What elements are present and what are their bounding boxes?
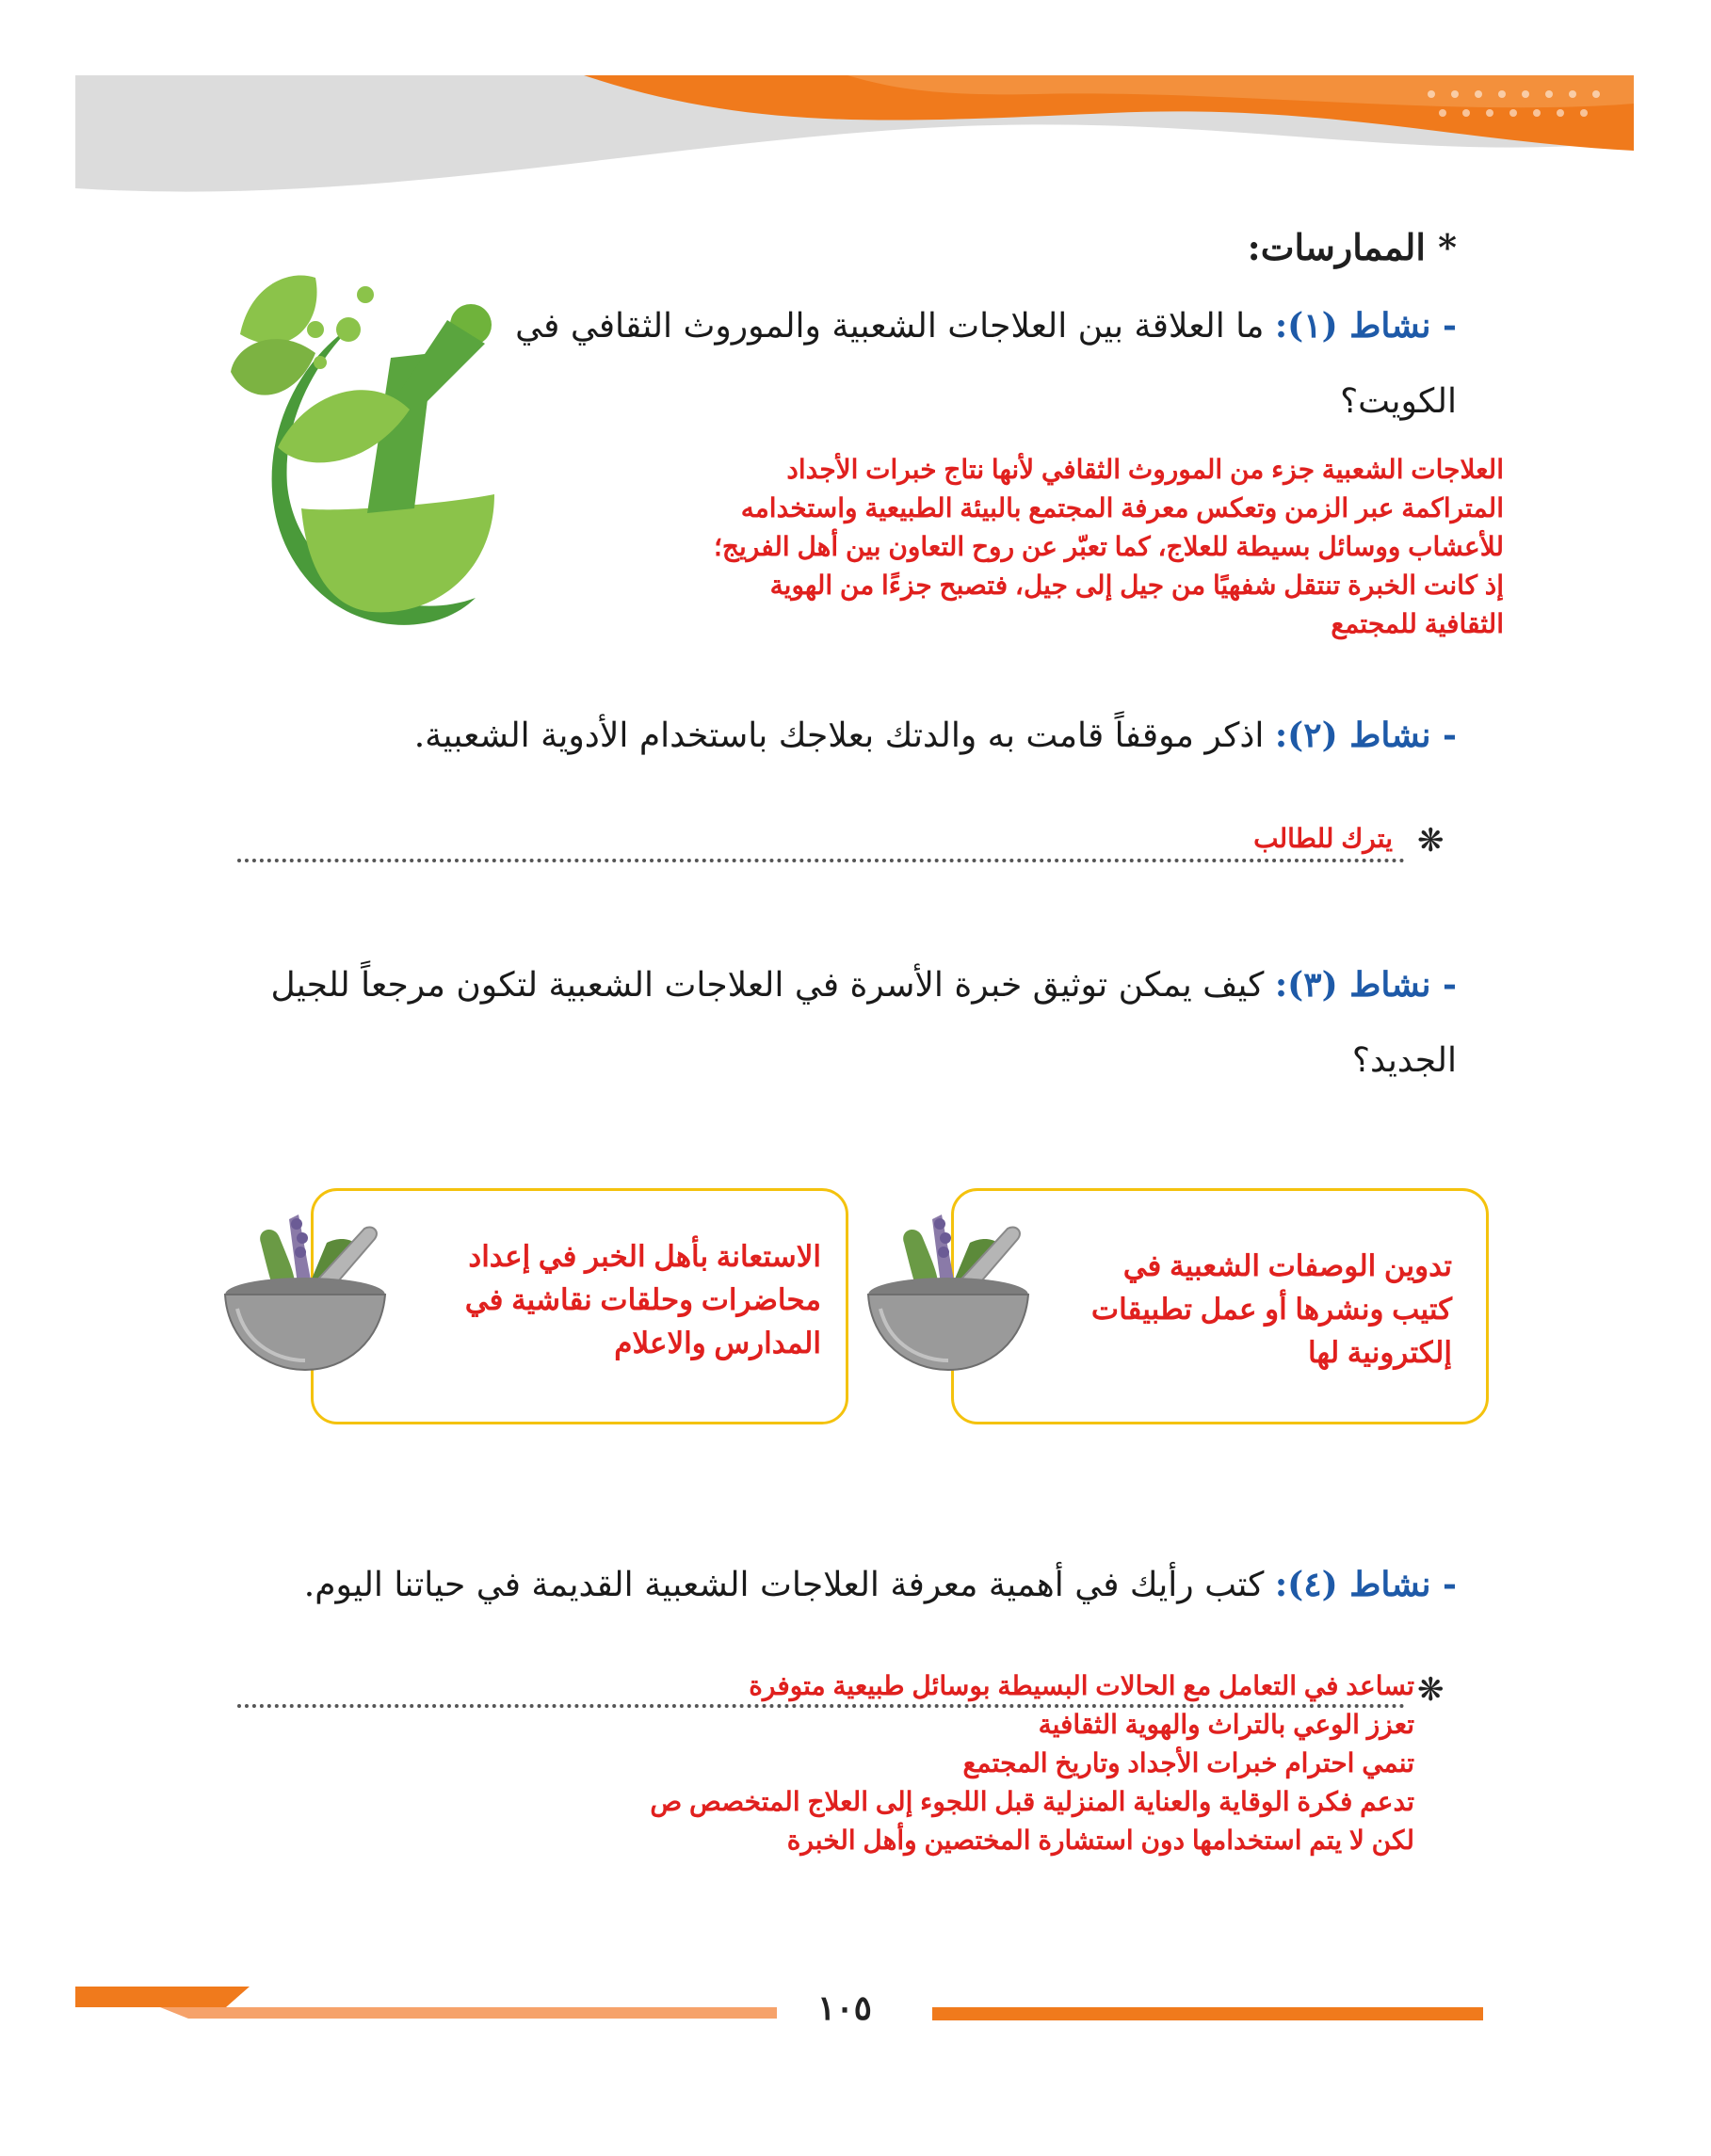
- answer-line: لكن لا يتم استخدامها دون استشارة المختصين وأهل الخبرة: [786, 1826, 1414, 1855]
- answer-line: تدعم فكرة الوقاية والعناية المنزلية قبل اللجوء إلى العلاج المتخصص ص: [650, 1787, 1414, 1816]
- activity3-card-2-text: [407, 1235, 821, 1365]
- activity4-label: - نشاط (٤):: [1274, 1565, 1457, 1604]
- activity3-question-line2: الجديد؟: [1351, 1041, 1457, 1080]
- activity2-answer: يترك للطالب: [1253, 824, 1393, 853]
- mortar-pestle-icon: [866, 1205, 1031, 1375]
- activity1-question: [233, 306, 1457, 346]
- activity2-question: [186, 716, 1457, 756]
- answer-line: تعزز الوعي بالتراث والهوية الثقافية: [1038, 1710, 1414, 1739]
- card-line: الاستعانة بأهل الخبر في إعداد: [468, 1240, 821, 1273]
- card-line: المدارس والاعلام: [614, 1327, 821, 1360]
- activity3-label: - نشاط (٣):: [1274, 965, 1457, 1005]
- page-number: ١٠٥: [817, 1988, 873, 2028]
- activity4-question-text: كتب رأيك في أهمية معرفة العلاجات الشعبية القديمة في حياتنا اليوم.: [303, 1566, 1265, 1604]
- activity4-question: [157, 1565, 1457, 1605]
- card-line: محاضرات وحلقات نقاشية في: [464, 1283, 821, 1316]
- activity2-answer-line: [237, 859, 1405, 862]
- activity2-star-icon: ❋: [1417, 822, 1445, 860]
- activity3-question: [157, 965, 1457, 1006]
- activity2-label: - نشاط (٢):: [1274, 716, 1457, 755]
- card-line: إلكترونية لها: [1307, 1336, 1452, 1369]
- answer-line: للأعشاب ووسائل بسيطة للعلاج، كما تعبّر عن روح التعاون بين أهل الفريج؛: [713, 532, 1504, 561]
- answer-line: المتراكمة عبر الزمن وتعكس معرفة المجتمع بالبيئة الطبيعية واستخدامه: [740, 493, 1504, 523]
- header-wave-decoration: [0, 0, 1711, 217]
- section-title: * الممارسات:: [1247, 226, 1457, 268]
- answer-line: تساعد في التعامل مع الحالات البسيطة بوسائل طبيعية متوفرة: [749, 1671, 1414, 1700]
- activity2-question-text: اذكر موقفاً قامت به والدتك بعلاجك باستخدام الأدوية الشعبية.: [413, 716, 1265, 755]
- activity1-question-line1: ما العلاقة بين العلاجات الشعبية والموروث الثقافي في: [515, 307, 1265, 346]
- activity1-question-line2: الكويت؟: [1340, 382, 1457, 421]
- answer-line: العلاجات الشعبية جزء من الموروث الثقافي لأنها نتاج خبرات الأجداد: [786, 455, 1504, 484]
- mortar-pestle-icon: [223, 1205, 388, 1375]
- answer-line: تنمي احترام خبرات الأجداد وتاريخ المجتمع: [962, 1748, 1414, 1778]
- answer-line: الثقافية للمجتمع: [1331, 609, 1504, 638]
- activity4-answers: [426, 1666, 1414, 1859]
- answer-line: إذ كانت الخبرة تنتقل شفهيًا من جيل إلى جيل، فتصبح جزءًا من الهوية: [769, 571, 1504, 600]
- activity3-question-line1: كيف يمكن توثيق خبرة الأسرة في العلاجات الشعبية لتكون مرجعاً للجيل: [270, 966, 1265, 1005]
- card-line: كتيب ونشرها أو عمل تطبيقات: [1090, 1293, 1452, 1326]
- activity4-star-icon: ❋: [1417, 1671, 1445, 1709]
- activity1-label: - نشاط (١):: [1274, 306, 1457, 346]
- activity1-answer: [468, 450, 1504, 643]
- card-line: تدوين الوصفات الشعبية في: [1122, 1249, 1452, 1282]
- activity3-card-1-text: [1057, 1245, 1452, 1375]
